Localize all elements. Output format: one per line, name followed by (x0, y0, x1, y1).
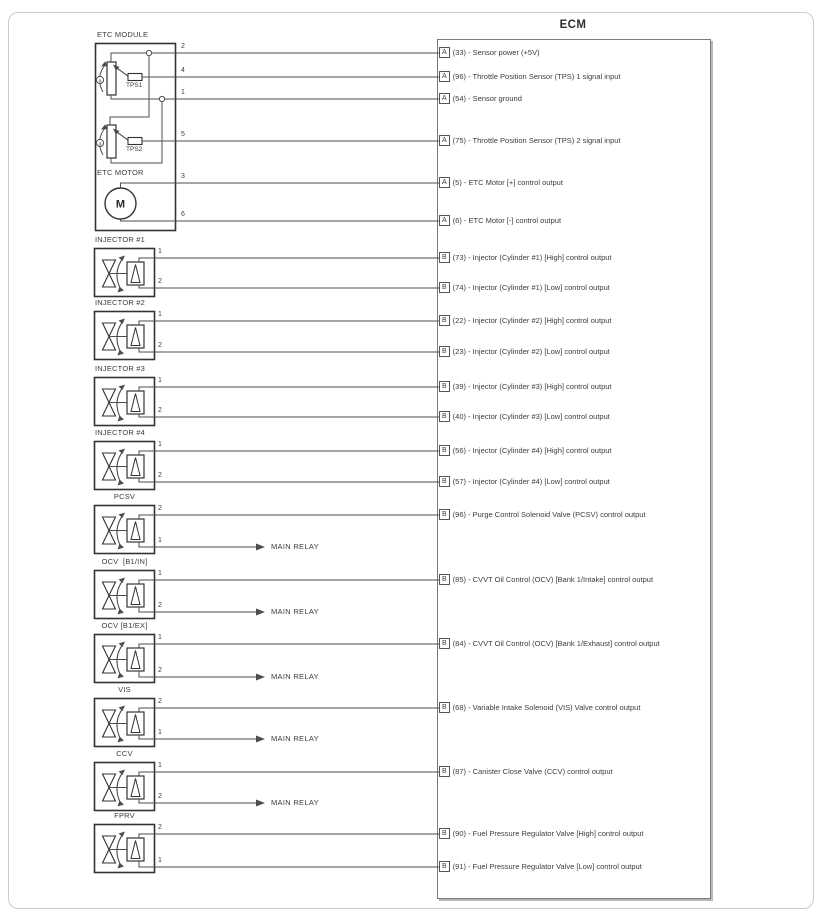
terminal-description: (87) - Canister Close Valve (CCV) control output (452, 767, 613, 776)
pin-number: 1 (158, 537, 162, 544)
terminal-row (439, 134, 621, 147)
terminal-connector-letter: A (439, 93, 450, 104)
terminal-connector-letter: A (439, 177, 450, 188)
terminal-row (439, 444, 612, 457)
terminal-row (439, 637, 660, 650)
valve-arc-arrowhead-icon (118, 480, 125, 486)
wire (139, 387, 441, 391)
pin-number: 2 (158, 407, 162, 414)
terminal-connector-letter: B (439, 252, 450, 263)
valve-hourglass-bottom (103, 724, 116, 738)
terminal-description: (84) - CVVT Oil Control (OCV) [Bank 1/Exhaust] control output (452, 639, 660, 648)
terminal-description: (54) - Sensor ground (452, 94, 522, 103)
component-label: CCV (116, 749, 133, 758)
terminal-connector-letter: B (439, 381, 450, 392)
etc-motor-label: ETC MOTOR (97, 168, 144, 177)
terminal-description: (5) - ETC Motor [+] control output (452, 178, 563, 187)
valve-hourglass-bottom (103, 531, 116, 545)
valve-arc-arrowhead-icon (118, 544, 125, 550)
pin-number: 1 (158, 377, 162, 384)
terminal-row (439, 573, 653, 586)
valve-hourglass-top (103, 774, 116, 788)
valve-hourglass-bottom (103, 467, 116, 481)
valve-hourglass-bottom (103, 660, 116, 674)
ecm-title: ECM (559, 19, 587, 31)
component-label: INJECTOR #2 (95, 298, 145, 307)
wire (139, 515, 441, 519)
wire (139, 580, 441, 584)
pin-number: 3 (181, 173, 185, 180)
terminal-row (439, 46, 540, 59)
terminal-connector-letter: A (439, 71, 450, 82)
component-label: FPRV (114, 811, 135, 820)
valve-arc-arrowhead-icon (118, 737, 125, 743)
valve-hourglass-top (103, 646, 116, 660)
terminal-connector-letter: B (439, 476, 450, 487)
wire (139, 671, 256, 677)
junction-dot (159, 96, 164, 101)
terminal-description: (75) - Throttle Position Sensor (TPS) 2 signal input (452, 136, 621, 145)
pin-number: 6 (181, 211, 185, 218)
terminal-description: (40) - Injector (Cylinder #3) [Low] control output (452, 412, 610, 421)
wire (139, 542, 256, 547)
main-relay-label: MAIN RELAY (271, 542, 319, 551)
tps1-label: TPS1 (126, 82, 143, 89)
terminal-description: (96) - Throttle Position Sensor (TPS) 1 signal input (452, 72, 621, 81)
pin-number: 2 (158, 342, 162, 349)
wire (139, 451, 441, 455)
valve-hourglass-bottom (103, 274, 116, 288)
valve-arc-arrowhead-icon (118, 350, 125, 356)
terminal-description: (39) - Injector (Cylinder #3) [High] control output (452, 382, 612, 391)
terminal-description: (85) - CVVT Oil Control (OCV) [Bank 1/Intake] control output (452, 575, 654, 584)
pin-number: 2 (158, 793, 162, 800)
valve-arc-arrowhead-icon (118, 609, 125, 615)
terminal-row (439, 251, 612, 264)
terminal-description: (73) - Injector (Cylinder #1) [High] control output (452, 253, 612, 262)
component-label: OCV [B1/EX] (101, 621, 148, 630)
pin-number: 2 (158, 472, 162, 479)
pin-number: 1 (158, 762, 162, 769)
wire (139, 285, 441, 288)
terminal-connector-letter: B (439, 574, 450, 585)
terminal-connector-letter: B (439, 315, 450, 326)
pin-number: 4 (181, 67, 185, 74)
terminal-row (439, 508, 646, 521)
terminal-row (439, 765, 613, 778)
terminal-description: (57) - Injector (Cylinder #4) [Low] control output (452, 477, 610, 486)
main-relay-label: MAIN RELAY (271, 672, 319, 681)
terminal-row (439, 70, 621, 83)
terminal-row (439, 92, 522, 105)
valve-hourglass-top (103, 710, 116, 724)
terminal-row (439, 345, 610, 358)
terminal-connector-letter: B (439, 411, 450, 422)
terminal-connector-letter: A (439, 47, 450, 58)
terminal-connector-letter: B (439, 766, 450, 777)
wire (139, 348, 441, 352)
valve-arc-arrowhead-icon (118, 287, 125, 293)
component-label: INJECTOR #3 (95, 364, 145, 373)
wire (139, 772, 441, 776)
valve-arc-arrowhead-icon (119, 578, 126, 584)
terminal-row (439, 701, 640, 714)
valve-hourglass-top (103, 389, 116, 403)
terminal-connector-letter: B (439, 828, 450, 839)
pin-number: 1 (158, 570, 162, 577)
terminal-connector-letter: A (439, 135, 450, 146)
wire (121, 219, 442, 221)
main-relay-arrow-icon (256, 674, 265, 681)
wire (139, 735, 256, 739)
main-relay-arrow-icon (256, 544, 265, 551)
wire (139, 478, 441, 482)
valve-arc-arrowhead-icon (119, 706, 126, 712)
terminal-description: (90) - Fuel Pressure Regulator Valve [High] control output (452, 829, 644, 838)
terminal-row (439, 281, 610, 294)
valve-hourglass-bottom (103, 850, 116, 864)
valve-hourglass-top (103, 260, 116, 274)
valve-hourglass-bottom (103, 788, 116, 802)
component-label: INJECTOR #1 (95, 235, 145, 244)
component-label: VIS (118, 685, 131, 694)
valve-hourglass-top (103, 582, 116, 596)
terminal-description: (68) - Variable Intake Solenoid (VIS) Valve control output (452, 703, 641, 712)
terminal-description: (96) - Purge Control Solenoid Valve (PCSV) control output (452, 510, 646, 519)
pin-number: 5 (181, 131, 185, 138)
valve-arc-arrowhead-icon (119, 513, 126, 519)
valve-arc-arrowhead-icon (119, 770, 126, 776)
component-label: ETC MODULE (97, 30, 149, 39)
component-label: PCSV (113, 492, 136, 501)
main-relay-label: MAIN RELAY (271, 734, 319, 743)
valve-arc-arrowhead-icon (118, 416, 125, 422)
terminal-connector-letter: B (439, 702, 450, 713)
terminal-row (439, 410, 610, 423)
terminal-row (439, 860, 642, 873)
terminal-connector-letter: B (439, 346, 450, 357)
pin-number: 2 (158, 667, 162, 674)
pin-number: 1 (158, 248, 162, 255)
terminal-row (439, 475, 610, 488)
terminal-connector-letter: A (439, 215, 450, 226)
tps2-angle-symbol: a (98, 141, 102, 148)
pin-number: 1 (158, 857, 162, 864)
valve-hourglass-bottom (103, 596, 116, 610)
valve-arc-arrowhead-icon (118, 673, 125, 679)
wire (139, 708, 441, 712)
terminal-description: (33) - Sensor power (+5V) (452, 48, 540, 57)
main-relay-label: MAIN RELAY (271, 798, 319, 807)
terminal-row (439, 176, 563, 189)
wire (139, 799, 256, 803)
terminal-description: (74) - Injector (Cylinder #1) [Low] control output (452, 283, 610, 292)
wire (121, 183, 442, 188)
main-relay-arrow-icon (256, 800, 265, 807)
terminal-connector-letter: B (439, 445, 450, 456)
wire (139, 834, 441, 838)
terminal-row (439, 380, 612, 393)
tps2-terminal (128, 138, 142, 145)
valve-hourglass-top (103, 453, 116, 467)
pin-number: 1 (158, 441, 162, 448)
valve-hourglass-top (103, 323, 116, 337)
pin-number: 1 (158, 634, 162, 641)
valve-arc-arrowhead-icon (119, 832, 126, 838)
valve-arc-arrowhead-icon (119, 449, 126, 455)
main-relay-arrow-icon (256, 736, 265, 743)
tps1-terminal (128, 74, 142, 81)
pin-number: 1 (181, 89, 185, 96)
main-relay-label: MAIN RELAY (271, 607, 319, 616)
valve-arc-arrowhead-icon (118, 863, 125, 869)
terminal-connector-letter: B (439, 282, 450, 293)
terminal-row (439, 314, 612, 327)
valve-arc-arrowhead-icon (118, 801, 125, 807)
terminal-description: (56) - Injector (Cylinder #4) [High] control output (452, 446, 612, 455)
pin-number: 2 (158, 602, 162, 609)
component-label: INJECTOR #4 (95, 428, 145, 437)
wire (139, 321, 441, 325)
terminal-description: (6) - ETC Motor [-] control output (452, 216, 562, 225)
main-relay-arrow-icon (256, 609, 265, 616)
pin-number: 1 (158, 729, 162, 736)
wire (111, 53, 441, 62)
valve-hourglass-bottom (103, 337, 116, 351)
pin-number: 2 (158, 278, 162, 285)
terminal-connector-letter: B (439, 509, 450, 520)
valve-hourglass-top (103, 836, 116, 850)
valve-hourglass-top (103, 517, 116, 531)
wire (139, 607, 256, 612)
valve-arc-arrowhead-icon (119, 642, 126, 648)
component-label: OCV [B1/IN] (101, 557, 148, 566)
terminal-description: (23) - Injector (Cylinder #2) [Low] control output (452, 347, 610, 356)
wire (139, 644, 441, 648)
valve-hourglass-bottom (103, 403, 116, 417)
terminal-row (439, 214, 561, 227)
terminal-description: (22) - Injector (Cylinder #2) [High] control output (452, 316, 612, 325)
terminal-connector-letter: B (439, 638, 450, 649)
terminal-connector-letter: B (439, 861, 450, 872)
tps1-angle-symbol: a (98, 78, 102, 85)
terminal-row (439, 827, 643, 840)
pin-number: 2 (158, 698, 162, 705)
wire (139, 861, 441, 867)
motor-symbol: M (115, 198, 126, 211)
pin-number: 2 (181, 43, 185, 50)
valve-arc-arrowhead-icon (119, 319, 126, 325)
wire (139, 414, 441, 417)
junction-dot (146, 50, 151, 55)
pin-number: 2 (158, 505, 162, 512)
terminal-description: (91) - Fuel Pressure Regulator Valve [Low] control output (452, 862, 642, 871)
tps2-label: TPS2 (126, 146, 143, 153)
pin-number: 1 (158, 311, 162, 318)
pin-number: 2 (158, 824, 162, 831)
valve-arc-arrowhead-icon (119, 256, 126, 262)
wire (139, 258, 441, 262)
valve-arc-arrowhead-icon (119, 385, 126, 391)
